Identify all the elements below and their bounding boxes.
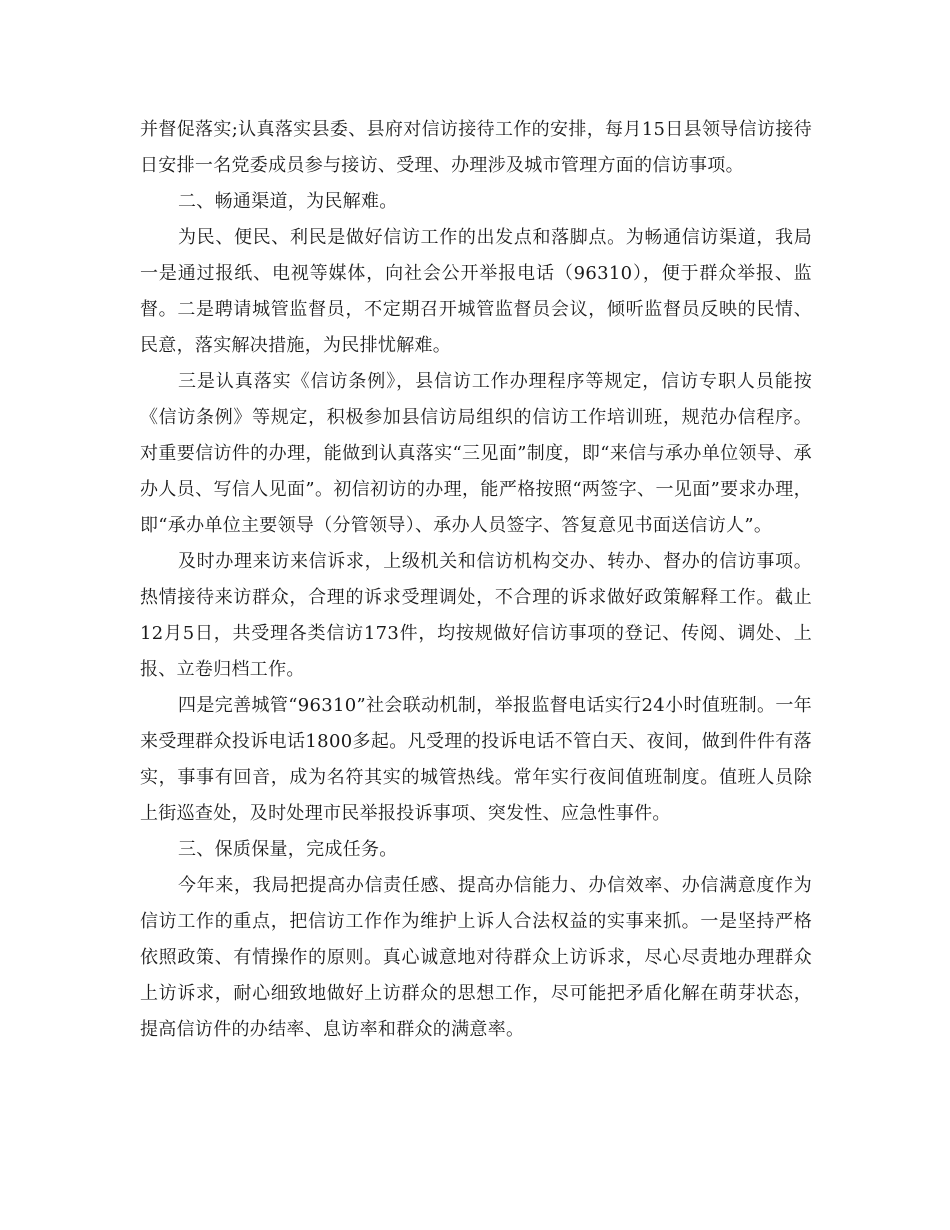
paragraph-continued: 并督促落实;认真落实县委、县府对信访接待工作的安排，每月15日县领导信访接待日安排一名党委成员参与接访、受理、办理涉及城市管理方面的信访事项。: [140, 119, 812, 176]
paragraph: 为民、便民、利民是做好信访工作的出发点和落脚点。为畅通信访渠道，我局一是通过报纸、电视等媒体，向社会公开举报电话（96310），便于群众举报、监督。二是聘请城管监督员，不定期召开城管监督员会议，倾听监督员反映的民情、民意，落实解决措施，为民排忧解难。: [140, 227, 812, 356]
paragraph: 四是完善城管“96310”社会联动机制，举报监督电话实行24小时值班制。一年来受理群众投诉电话1800多起。凡受理的投诉电话不管白天、夜间，做到件件有落实，事事有回音，成为名符其实的城管热线。常年实行夜间值班制度。值班人员除上街巡查处，及时处理市民举报投诉事项、突发性、应急性事件。: [140, 695, 812, 824]
document-body: [140, 112, 812, 1048]
section-heading-2: 二、畅通渠道，为民解难。: [178, 191, 398, 212]
section-heading-3: 三、保质保量，完成任务。: [178, 839, 398, 860]
paragraph: 及时办理来访来信诉求，上级机关和信访机构交办、转办、督办的信访事项。热情接待来访群众，合理的诉求受理调处，不合理的诉求做好政策解释工作。截止12月5日，共受理各类信访173件，均按规做好信访事项的登记、传阅、调处、上报、立卷归档工作。: [140, 551, 812, 680]
paragraph: 今年来，我局把提高办信责任感、提高办信能力、办信效率、办信满意度作为信访工作的重点，把信访工作作为维护上诉人合法权益的实事来抓。一是坚持严格依照政策、有情操作的原则。真心诚意地对待群众上访诉求，尽心尽责地办理群众上访诉求，耐心细致地做好上访群众的思想工作，尽可能把矛盾化解在萌芽状态，提高信访件的办结率、息访率和群众的满意率。: [140, 875, 812, 1040]
paragraph: 三是认真落实《信访条例》，县信访工作办理程序等规定，信访专职人员能按《信访条例》等规定，积极参加县信访局组织的信访工作培训班，规范办信程序。对重要信访件的办理，能做到认真落实“三见面”制度，即“来信与承办单位领导、承办人员、写信人见面”。初信初访的办理，能严格按照“两签字、一见面”要求办理，即“承办单位主要领导（分管领导）、承办人员签字、答复意见书面送信访人”。: [140, 371, 812, 536]
